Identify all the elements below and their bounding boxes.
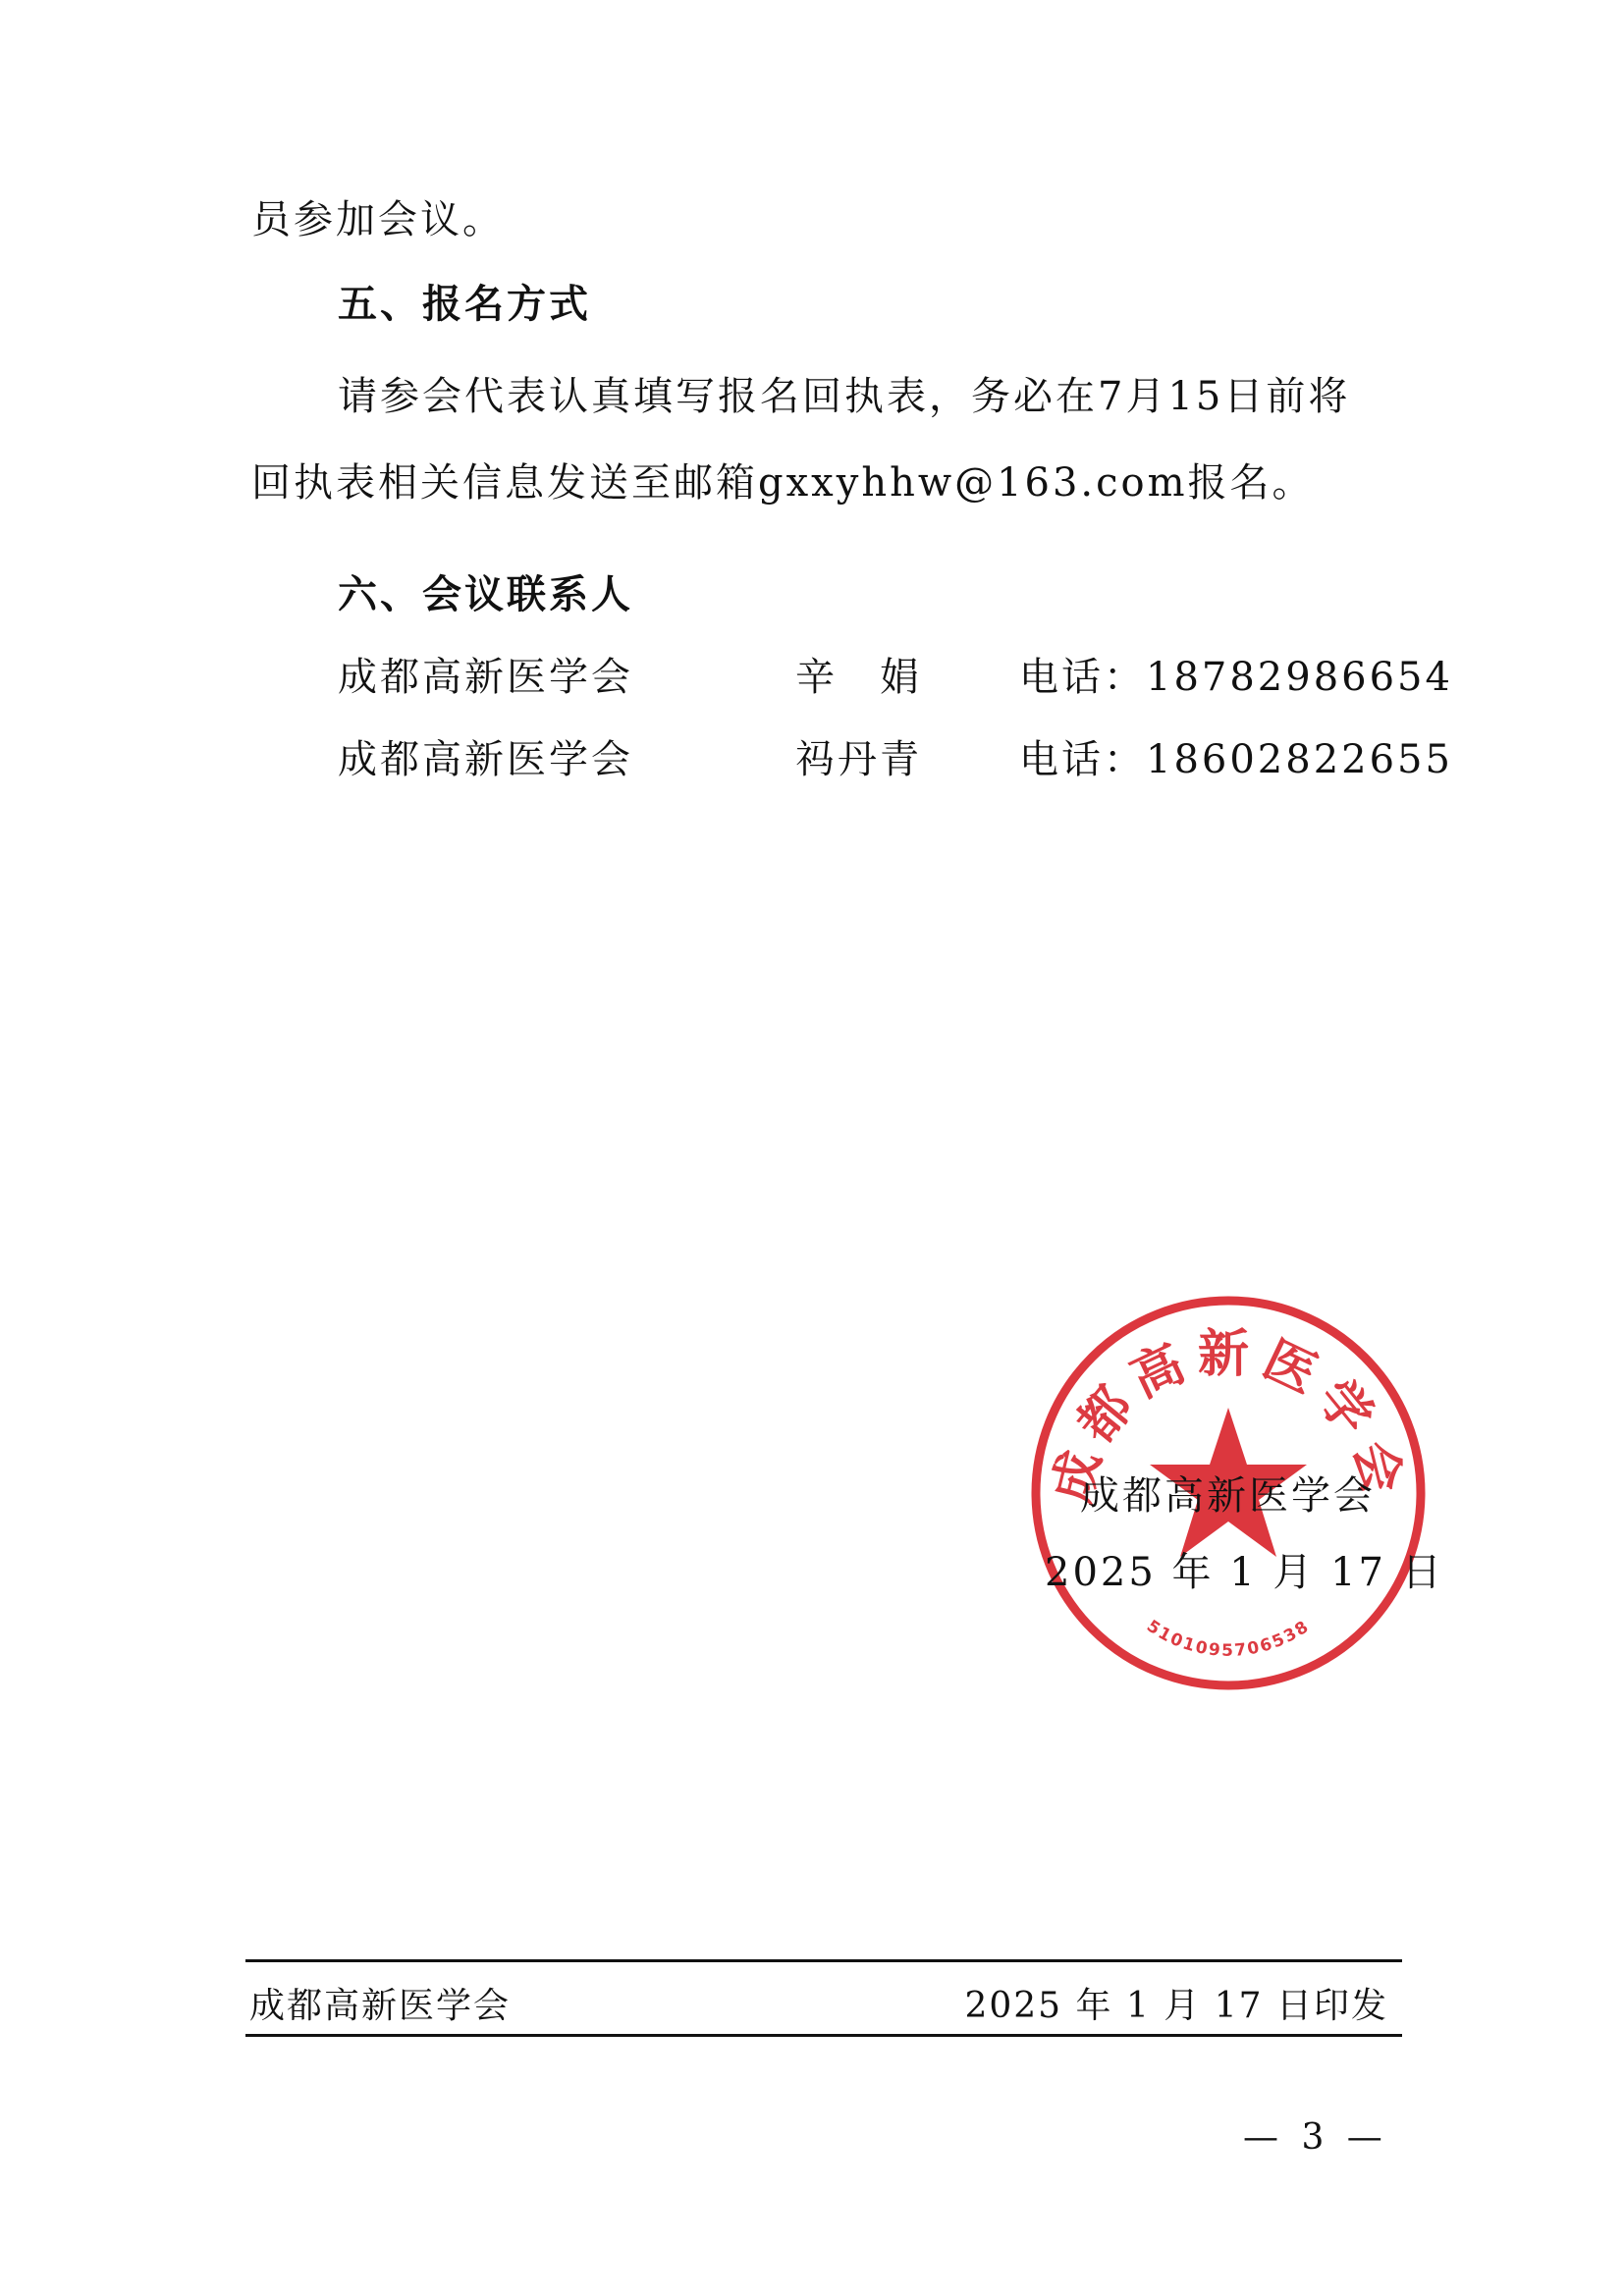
- footer-issuer: 成都高新医学会: [249, 1986, 512, 2026]
- svg-text:5101095706538: 5101095706538: [1143, 1616, 1314, 1661]
- page-number: — 3 —: [1243, 2117, 1388, 2158]
- signature-organization: 成都高新医学会: [1080, 1473, 1376, 1519]
- section-heading-contacts: 六、会议联系人: [338, 572, 633, 617]
- contact-phone: 电话：18602822655: [1019, 737, 1453, 782]
- footer-bottom-rule: [245, 2034, 1402, 2037]
- footer-issue-date: 2025 年 1 月 17 日印发: [964, 1986, 1388, 2026]
- registration-text-line-2: 回执表相关信息发送至邮箱gxxyhhw@163.com报名。: [251, 460, 1315, 506]
- contact-name: 辛 娟: [795, 655, 922, 700]
- contact-phone: 电话：18782986654: [1019, 655, 1453, 700]
- contact-row: [338, 736, 1453, 783]
- svg-text:成都高新医学会: 成都高新医学会: [1043, 1325, 1414, 1509]
- contact-org: 成都高新医学会: [338, 737, 633, 782]
- contact-row: [338, 654, 1453, 701]
- contact-org: 成都高新医学会: [338, 655, 633, 700]
- paragraph-continuation: 员参加会议。: [251, 197, 505, 242]
- registration-text-line-1: 请参会代表认真填写报名回执表，务必在7月15日前将: [338, 374, 1351, 419]
- signature-date: 2025 年 1 月 17 日: [1045, 1550, 1444, 1595]
- section-heading-registration: 五、报名方式: [338, 282, 591, 327]
- contact-name: 祃丹青: [795, 737, 922, 782]
- footer-top-rule: [245, 1959, 1402, 1962]
